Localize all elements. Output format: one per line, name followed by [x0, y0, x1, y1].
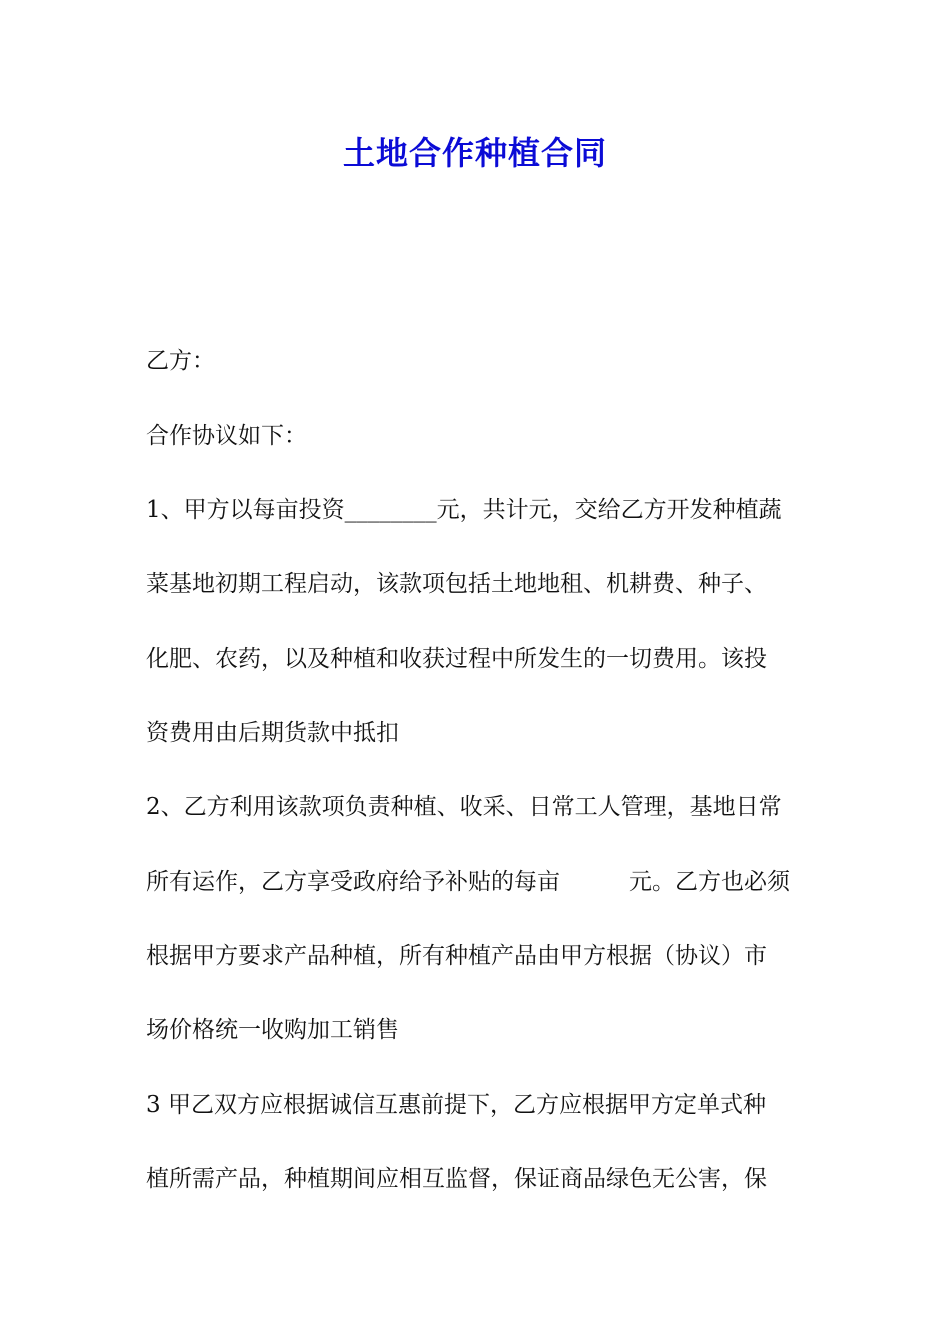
clause-1-line-2: 菜基地初期工程启动，该款项包括土地地租、机耕费、种子、 — [146, 571, 767, 597]
clause-3-line-2: 植所需产品，种植期间应相互监督，保证商品绿色无公害，保 — [146, 1166, 767, 1192]
document-title: 土地合作种植合同 — [342, 134, 607, 172]
clause-2-line-3: 根据甲方要求产品种植，所有种植产品由甲方根据（协议）市 — [146, 943, 767, 969]
clause-2-line-1: 2、乙方利用该款项负责种植、收采、日常工人管理，基地日常 — [146, 794, 782, 820]
party-b-line: 乙方： — [146, 348, 215, 374]
clause-2-line-4: 场价格统一收购加工销售 — [146, 1017, 399, 1043]
clause-3-line-1: 3 甲乙双方应根据诚信互惠前提下，乙方应根据甲方定单式种 — [146, 1092, 766, 1118]
clause-1-line-4: 资费用由后期货款中抵扣 — [146, 720, 399, 746]
clause-2-line-2: 所有运作，乙方享受政府给予补贴的每亩 元。乙方也必须 — [146, 869, 790, 895]
clause-1-line-1: 1、甲方以每亩投资________元，共计元，交给乙方开发种植蔬 — [146, 497, 782, 523]
clause-1-line-3: 化肥、农药，以及种植和收获过程中所发生的一切费用。该投 — [146, 646, 767, 672]
agreement-intro-line: 合作协议如下： — [146, 423, 307, 449]
